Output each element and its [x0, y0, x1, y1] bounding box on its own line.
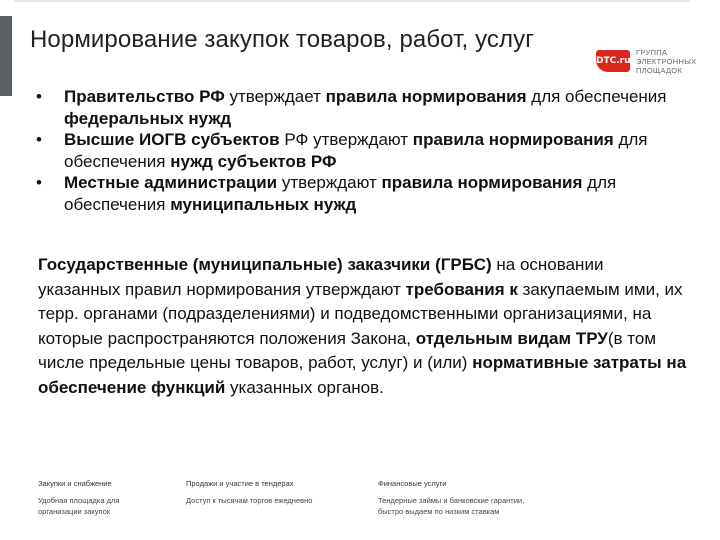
paragraph-text: (в том числе предельные цены товаров, работ, услуг) и (или)	[38, 328, 657, 372]
paragraph-text: указанных органов.	[225, 377, 384, 397]
bullet-text: утверждает	[224, 87, 326, 106]
bullet-bold: Правительство РФ	[64, 87, 225, 106]
bullet-bold: федеральных нужд	[64, 108, 232, 128]
logo-caption-line: ГРУППА	[636, 48, 668, 57]
footer-text: Удобная площадка для	[38, 496, 120, 505]
paragraph-text: закупаемым ими, их терр. органами (подразделениями) и подведомственными организациями, на которые распространяются положения Закона,	[38, 279, 683, 348]
logo-caption-line: ЭЛЕКТРОННЫХ	[636, 57, 697, 66]
bullet-bold: муниципальных нужд	[170, 194, 357, 214]
bullet-bold: правила нормирования	[325, 87, 527, 106]
footer-text: Тендерные займы и банковские гарантии,	[378, 496, 525, 505]
paragraph-bold: Государственные (муниципальные) заказчики (ГРБС)	[38, 255, 492, 274]
bullet-bold: Местные администрации	[64, 173, 278, 192]
page-title: Нормирование закупок товаров, работ, услуг	[30, 26, 535, 53]
logo-caption	[636, 48, 696, 75]
side-accent-bar	[0, 16, 12, 96]
footer-text: Доступ к тысячам торгов ежедневно	[186, 496, 313, 505]
main-paragraph	[38, 253, 688, 400]
bullet-item	[36, 172, 696, 215]
bullet-dot-icon: •	[36, 87, 42, 106]
bullet-dot-icon: •	[36, 173, 42, 192]
footer-column-finance	[378, 478, 524, 517]
bullet-bold: Высшие ИОГВ субъектов	[64, 130, 280, 149]
paragraph-text: на основании указанных правил нормирования утверждают	[38, 255, 604, 299]
paragraph-bold: требования к	[405, 279, 518, 299]
bullet-text: РФ утверждают	[279, 130, 413, 149]
logo-caption-line: ПЛОЩАДОК	[636, 66, 683, 75]
bullet-text: для обеспечения	[64, 130, 648, 171]
footer-text: быстро выдаем по низким ставкам	[378, 507, 500, 516]
logo-mark: DTC.ru	[596, 50, 630, 72]
footer-column-sales	[186, 478, 312, 506]
company-logo	[596, 42, 696, 86]
footer-heading: Закупки и снабжение	[38, 479, 112, 488]
paragraph-bold: отдельным видам ТРУ	[415, 328, 608, 348]
bullet-text: для обеспечения	[64, 173, 617, 214]
bullet-bold: нужд субъектов РФ	[170, 151, 337, 171]
footer-heading: Продажи и участие в тендерах	[186, 479, 294, 488]
paragraph-bold: нормативные затраты на обеспечение функций	[38, 353, 687, 397]
bullet-item	[36, 129, 696, 172]
bullet-dot-icon: •	[36, 130, 42, 149]
bullet-bold: правила нормирования	[381, 173, 583, 192]
footer-column-procurement	[38, 478, 119, 517]
bullet-text: для обеспечения	[526, 87, 667, 106]
top-divider	[14, 0, 690, 2]
bullet-item	[36, 86, 696, 129]
bullet-text: утверждают	[277, 173, 382, 192]
bullet-bold: правила нормирования	[412, 130, 614, 149]
footer-heading: Финансовые услуги	[378, 479, 447, 488]
footer-text: организации закупок	[38, 507, 111, 516]
bullet-list	[36, 86, 696, 215]
